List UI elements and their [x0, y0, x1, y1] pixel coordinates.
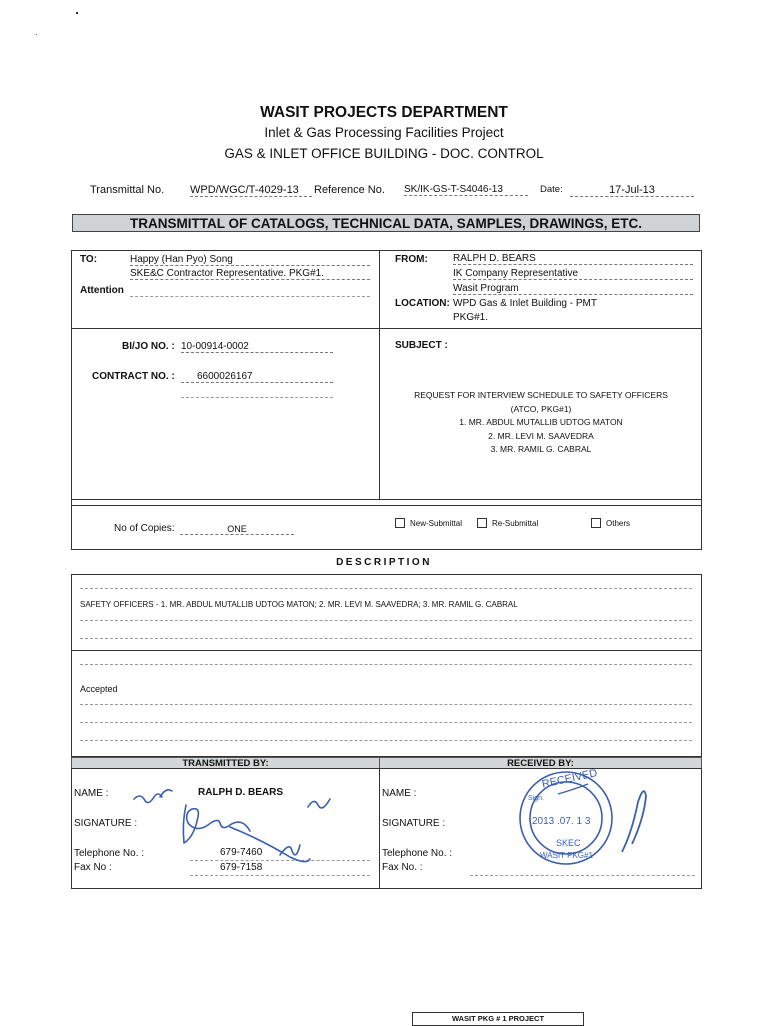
transmitted-name-label: NAME :: [74, 788, 109, 799]
description-rule: [80, 704, 692, 705]
location-line2: PKG#1.: [453, 312, 489, 323]
copies-top-line: [71, 505, 702, 506]
subject-label: SUBJECT :: [395, 340, 448, 351]
transmittal-no-value: WPD/WGC/T-4029-13: [190, 184, 312, 197]
document-subtitle: GAS & INLET OFFICE BUILDING - DOC. CONTROL: [224, 146, 544, 161]
received-signature-label: SIGNATURE :: [382, 818, 446, 829]
column-divider: [379, 250, 380, 499]
from-label: FROM:: [395, 254, 428, 265]
stamp-pkg: WASIT PKG#1: [540, 851, 593, 860]
stamp-sign-label: Sign.: [528, 795, 544, 802]
description-text: SAFETY OFFICERS - 1. MR. ABDUL MUTALLIB UDTOG MATON; 2. MR. LEVI M. SAAVEDRA; 3. MR. RAMIL G. CABRAL: [80, 600, 518, 609]
from-program: Wasit Program: [453, 283, 693, 295]
subject-line: REQUEST FOR INTERVIEW SCHEDULE TO SAFETY OFFICERS: [414, 390, 668, 400]
handwritten-signature: [120, 775, 360, 865]
date-value: 17-Jul-13: [570, 184, 694, 197]
re-submittal-label: Re-Submittal: [492, 519, 539, 528]
transmitted-name-value: RALPH D. BEARS: [198, 787, 284, 798]
footer-label: WASIT PKG # 1 PROJECT: [412, 1012, 584, 1026]
transmitted-fax-label: Fax No :: [74, 862, 112, 873]
subject-line: 3. MR. RAMIL G. CABRAL: [490, 444, 592, 454]
stamp-date: 2013 .07. 1 3: [532, 816, 591, 827]
subject-divider: [71, 499, 702, 500]
description-rule: [80, 722, 692, 723]
stamp-received-text: RECEIVED: [540, 767, 599, 791]
to-label: TO:: [80, 254, 98, 265]
bijo-label: BI/JO NO. :: [122, 341, 175, 352]
from-title: IK Company Representative: [453, 268, 693, 280]
received-name-label: NAME :: [382, 788, 417, 799]
transmittal-banner: TRANSMITTAL OF CATALOGS, TECHNICAL DATA, SAMPLES, DRAWINGS, ETC.: [72, 214, 700, 232]
others-label: Others: [606, 519, 631, 528]
received-telephone-label: Telephone No. :: [382, 848, 453, 859]
bijo-value: 10-00914-0002: [181, 341, 333, 353]
contract-extra-line: [181, 397, 333, 398]
location-label: LOCATION:: [395, 298, 450, 309]
description-title: DESCRIPTION: [336, 557, 432, 568]
transmitted-fax-value: 679-7158: [220, 862, 263, 873]
description-rule: [80, 638, 692, 639]
scan-speck: [36, 34, 37, 35]
copies-value: ONE: [180, 524, 294, 535]
description-rule: [80, 740, 692, 741]
re-submittal-checkbox[interactable]: [477, 518, 487, 528]
received-fax-label: Fax No. :: [382, 862, 423, 873]
transmitted-signature-label: SIGNATURE :: [74, 818, 138, 829]
new-submittal-label: New-Submittal: [410, 519, 463, 528]
subject-text: [382, 389, 700, 457]
received-stamp: [510, 762, 660, 872]
description-rule: [80, 588, 692, 589]
transmitted-by-title: TRANSMITTED BY:: [182, 758, 269, 769]
stamp-org: SKEC: [556, 838, 581, 848]
contract-label: CONTRACT NO. :: [92, 371, 175, 382]
subject-line: 1. MR. ABDUL MUTALLIB UDTOG MATON: [459, 417, 623, 427]
scan-speck: [76, 12, 78, 14]
description-rule: [80, 664, 692, 665]
subject-line: 2. MR. LEVI M. SAAVEDRA: [488, 430, 594, 441]
signature-divider: [379, 768, 380, 889]
to-title: SKE&C Contractor Representative. PKG#1.: [130, 268, 370, 280]
reference-no-label: Reference No.: [314, 184, 385, 196]
project-title: Inlet & Gas Processing Facilities Project: [264, 125, 504, 140]
location-line1: WPD Gas & Inlet Building - PMT: [453, 298, 597, 309]
contract-value: 6600026167: [181, 371, 333, 383]
transmitted-telephone-label: Telephone No. :: [74, 848, 145, 859]
description-rule: [80, 620, 692, 621]
subject-line: (ATCO, PKG#1): [510, 403, 572, 414]
others-checkbox[interactable]: [591, 518, 601, 528]
received-fax-line: [470, 875, 695, 876]
received-by-title: RECEIVED BY:: [507, 758, 574, 769]
fax-line: [190, 875, 370, 876]
acceptance-status: Accepted: [80, 684, 118, 694]
description-divider: [71, 650, 702, 651]
copies-label: No of Copies:: [114, 523, 175, 534]
to-name: Happy (Han Pyo) Song: [130, 254, 370, 266]
department-title: WASIT PROJECTS DEPARTMENT: [260, 104, 508, 121]
from-name: RALPH D. BEARS: [453, 253, 693, 265]
new-submittal-checkbox[interactable]: [395, 518, 405, 528]
date-label: Date:: [540, 184, 563, 195]
reference-no-value: SK/IK-GS-T-S4046-13: [404, 184, 528, 196]
address-divider: [71, 328, 702, 329]
attention-line: [130, 296, 370, 297]
transmittal-no-label: Transmittal No.: [90, 184, 165, 196]
transmitted-telephone-value: 679-7460: [220, 847, 263, 858]
attention-label: Attention: [80, 285, 124, 296]
